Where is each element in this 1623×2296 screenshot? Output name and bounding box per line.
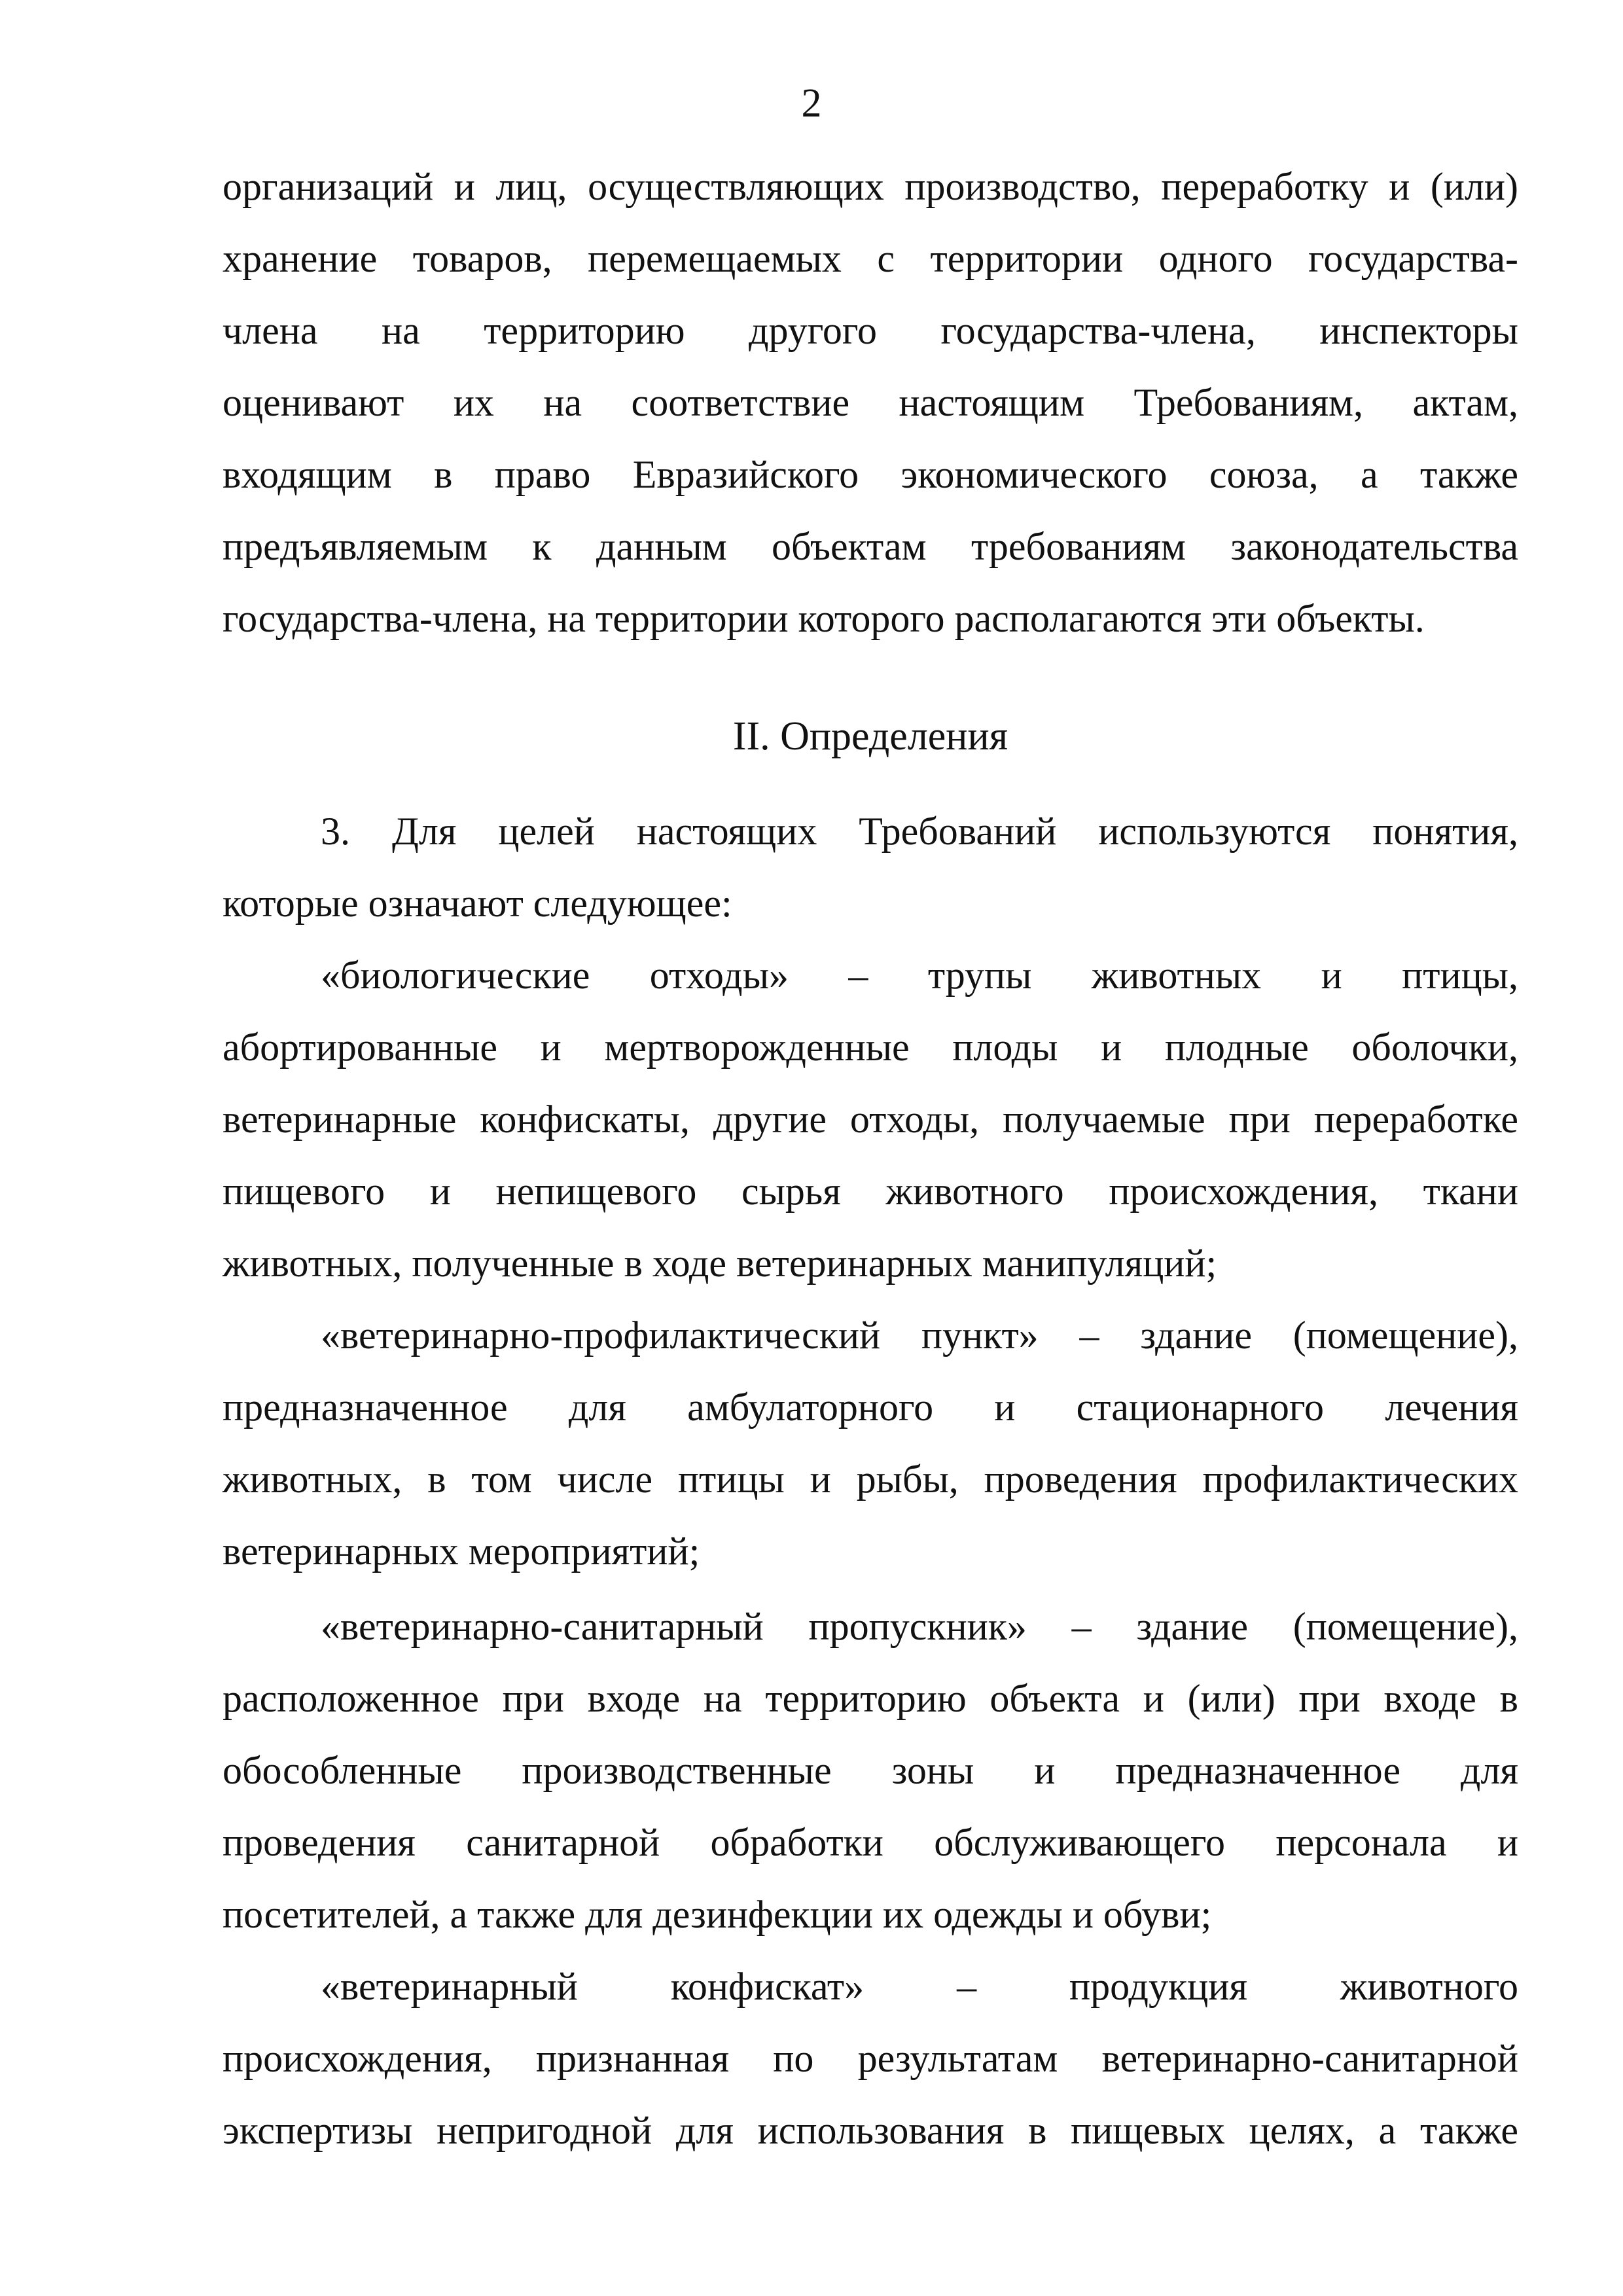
text-line: оценивают их на соответствие настоящим Требованиям, актам, xyxy=(223,381,1518,424)
text-line: «ветеринарно-профилактический пункт» – здание (помещение), xyxy=(321,1314,1518,1357)
text-line: обособленные производственные зоны и предназначенное для xyxy=(223,1749,1518,1792)
text-line: «ветеринарный конфискат» – продукция животного xyxy=(321,1965,1518,2008)
paragraph-3 xyxy=(223,795,1518,939)
text-line: 3. Для целей настоящих Требований используются понятия, xyxy=(321,810,1518,853)
text-line: животных, полученные в ходе ветеринарных манипуляций; xyxy=(223,1242,1217,1285)
definition-vet-confiscate xyxy=(223,1950,1518,2166)
text-line: которые означают следующее: xyxy=(223,882,732,925)
text-line: «биологические отходы» – трупы животных и птицы, xyxy=(321,954,1518,997)
definition-biological-waste xyxy=(223,939,1518,1299)
paragraph-intro xyxy=(223,151,1518,655)
text-line: расположенное при входе на территорию объекта и (или) при входе в xyxy=(223,1677,1518,1720)
text-line: предъявляемым к данным объектам требованиям законодательства xyxy=(223,525,1518,568)
definition-sanitary-checkpoint xyxy=(223,1590,1518,1950)
text-line: хранение товаров, перемещаемых с территории одного государства- xyxy=(223,237,1518,280)
text-line: происхождения, признанная по результатам ветеринарно-санитарной xyxy=(223,2037,1518,2080)
text-line: «ветеринарно-санитарный пропускник» – здание (помещение), xyxy=(321,1605,1518,1648)
definition-vet-point xyxy=(223,1299,1518,1587)
text-line: проведения санитарной обработки обслуживающего персонала и xyxy=(223,1821,1518,1864)
text-line: посетителей, а также для дезинфекции их одежды и обуви; xyxy=(223,1893,1212,1936)
text-line: предназначенное для амбулаторного и стационарного лечения xyxy=(223,1386,1518,1429)
page-number: 2 xyxy=(801,81,822,126)
section-heading: II. Определения xyxy=(732,714,1008,759)
text-line: абортированные и мертворожденные плоды и плодные оболочки, xyxy=(223,1026,1518,1069)
text-line: ветеринарных мероприятий; xyxy=(223,1530,700,1573)
text-line: входящим в право Евразийского экономического союза, а также xyxy=(223,453,1518,496)
text-line: организаций и лиц, осуществляющих производство, переработку и (или) xyxy=(223,165,1518,208)
text-line: ветеринарные конфискаты, другие отходы, получаемые при переработке xyxy=(223,1098,1518,1141)
text-line: пищевого и непищевого сырья животного происхождения, ткани xyxy=(223,1170,1518,1213)
text-line: члена на территорию другого государства-члена, инспекторы xyxy=(223,309,1518,352)
text-line: животных, в том числе птицы и рыбы, проведения профилактических xyxy=(223,1458,1518,1501)
text-line: экспертизы непригодной для использования в пищевых целях, а также xyxy=(223,2109,1518,2152)
text-line: государства-члена, на территории которого располагаются эти объекты. xyxy=(223,597,1425,640)
